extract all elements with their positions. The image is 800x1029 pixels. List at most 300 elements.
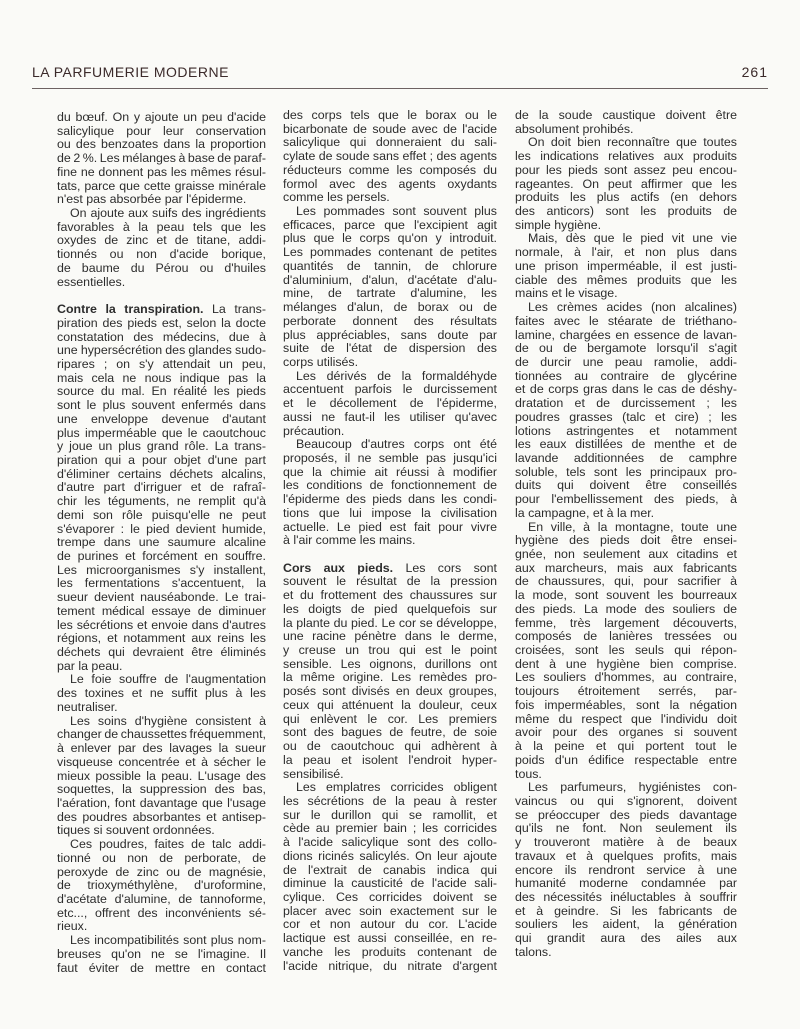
text-line [515, 534, 737, 548]
line-content [70, 714, 266, 728]
text-line [57, 509, 266, 523]
text-line [515, 809, 737, 823]
text-line [283, 726, 497, 740]
line-text: dent à une hygiène bien comprise. [515, 656, 737, 671]
text-line [515, 946, 737, 960]
line-content [515, 670, 737, 684]
line-text: n'est pas absorbée par l'épiderme. [57, 192, 247, 207]
text-line [283, 246, 497, 260]
text-line [283, 205, 497, 219]
line-content [57, 179, 266, 193]
text-line [515, 713, 737, 727]
text-line [515, 479, 737, 493]
line-text: On doit bien reconnaître que toutes [528, 135, 737, 150]
line-text: d'acétate d'alumine, de tannoforme, [57, 891, 266, 906]
text-line [515, 164, 737, 178]
line-content [515, 273, 737, 287]
line-text: les eaux distillées de menthe et de [515, 437, 737, 452]
line-text: la même origine. Les remèdes pro- [283, 670, 497, 685]
paragraph [57, 111, 266, 207]
text-line [57, 495, 266, 509]
line-content [515, 533, 737, 547]
line-text: tats, parce que cette graisse minérale [57, 178, 266, 193]
line-content [283, 245, 497, 259]
line-text: les fermentations s'accentuent, la [57, 576, 266, 591]
line-text: par la peau. [57, 658, 123, 673]
line-text: l'acide nitrique, du nitrate d'argent [283, 958, 497, 973]
line-text: Les cors sont [405, 560, 497, 575]
line-text: lactique est aussi conseillée, en re- [283, 931, 497, 946]
column-1 [57, 111, 266, 975]
text-line [283, 493, 497, 507]
line-content [57, 439, 266, 453]
paragraph [283, 370, 497, 439]
line-content [283, 492, 497, 506]
line-text: pour l'embellissement des pieds, à [515, 492, 737, 507]
text-line [57, 413, 266, 427]
text-line [515, 246, 737, 260]
line-content [57, 823, 215, 837]
text-line [515, 301, 737, 315]
text-line [57, 440, 266, 454]
section-paragraph [283, 562, 497, 782]
line-text: et de corps gras dans le cas de déshy- [515, 382, 737, 397]
line-text: les indications relatives aux produits [515, 149, 737, 164]
line-content [515, 341, 737, 355]
line-content [57, 357, 266, 371]
line-text: mais cela ne nous indique pas la [57, 370, 266, 385]
line-content [515, 245, 737, 259]
text-line [283, 822, 497, 836]
line-content [57, 961, 266, 975]
text-line [515, 232, 737, 246]
text-line [283, 287, 497, 301]
line-text: d'aluminium, d'alun, d'acétate d'alu- [283, 272, 497, 287]
line-content [283, 712, 497, 726]
text-line [283, 836, 497, 850]
line-text: des corps tels que le borax ou le [283, 108, 497, 122]
line-content [515, 904, 737, 918]
line-content [57, 769, 266, 783]
text-line [57, 468, 266, 482]
line-content [57, 618, 266, 632]
line-text: En ville, à la montagne, toute une [528, 519, 737, 534]
line-text: tions que lui impose la civilisation [283, 505, 497, 520]
line-text: tionnées au contraire de glycérine [515, 368, 737, 383]
line-text: ou de caoutchouc qui adhèrent à [283, 739, 497, 754]
line-content [283, 670, 497, 684]
line-content [515, 629, 737, 643]
line-content [515, 328, 737, 342]
line-content [57, 782, 266, 796]
line-content [57, 371, 266, 385]
line-content [70, 837, 266, 851]
line-content [296, 369, 497, 383]
line-content [57, 467, 266, 481]
line-text: une hypersécrétion des glandes sudo- [57, 343, 266, 358]
line-content [515, 218, 601, 232]
column-2 [283, 109, 497, 973]
column-3 [515, 109, 737, 960]
line-text: l'aération, font davantage que l'usage [57, 795, 266, 810]
line-text: gnée, non seulement aux citadins et [515, 547, 737, 561]
line-text: ripares ; on s'y attendait un peu, [57, 356, 266, 371]
line-text: encore ils rendront service à une [515, 862, 737, 877]
line-text: les sécrétions de la peau à rester [283, 793, 497, 808]
line-content [57, 755, 266, 769]
text-line [57, 221, 266, 235]
line-text: mine, de tartrate d'alumine, les [283, 286, 497, 301]
text-line [515, 178, 737, 192]
line-text: piration des pieds est, selon la docte [57, 315, 266, 330]
line-content [515, 725, 737, 739]
line-content [283, 945, 497, 959]
text-line [57, 111, 266, 125]
line-text: humanité moderne condamnée par [515, 876, 737, 891]
line-content [57, 865, 266, 879]
line-text: les conditions de fonctionnement de [283, 478, 497, 493]
line-content [283, 753, 497, 767]
line-text: Les emplatres corricides obligent [296, 780, 497, 795]
line-content [283, 684, 497, 698]
line-content [283, 465, 497, 479]
paragraph [283, 109, 497, 205]
text-line [515, 452, 737, 466]
line-content [283, 616, 497, 630]
paragraph [515, 136, 737, 232]
text-line [57, 728, 266, 742]
line-text: précaution. [283, 423, 345, 438]
line-text: qui enlèvent le cor. Les premiers [283, 711, 497, 726]
line-content [515, 890, 737, 904]
page-number: 261 [741, 64, 768, 80]
text-line [57, 138, 266, 152]
text-line [283, 534, 497, 548]
line-text: à l'acide salicylique sont des collo- [283, 835, 497, 850]
line-content [528, 135, 737, 149]
line-text: la mode, sont souvent les bourreaux [515, 588, 737, 603]
text-line [515, 891, 737, 905]
text-line [515, 918, 737, 932]
line-text: cède au premier bain ; les corricides [283, 821, 497, 836]
text-line [57, 838, 266, 852]
line-content [283, 739, 497, 753]
line-content [515, 286, 618, 300]
section-paragraph [57, 303, 266, 673]
line-content [296, 780, 497, 794]
line-content [283, 602, 497, 616]
text-line [515, 685, 737, 699]
line-content [57, 563, 266, 577]
text-line [515, 521, 737, 535]
text-line [515, 191, 737, 205]
text-line [515, 356, 737, 370]
line-text: suite de l'état de dispersion des [283, 341, 497, 356]
line-text: proposés, il ne semble pas jusqu'ici [283, 450, 497, 465]
line-text: Les dérivés de la formaldéhyde [296, 368, 497, 383]
text-line [57, 180, 266, 194]
text-line [283, 370, 497, 384]
line-text: et le décollement de l'épiderme, [283, 396, 497, 411]
text-line [515, 150, 737, 164]
text-line [283, 507, 497, 521]
line-text: y joue un plus grand rôle. La trans- [57, 439, 266, 454]
text-line [283, 136, 497, 150]
line-content [515, 547, 737, 561]
line-content [57, 549, 266, 563]
text-line [515, 287, 737, 301]
line-text: fois imperméables, sont la négation [515, 697, 737, 712]
text-line [515, 260, 737, 274]
line-content [515, 835, 737, 849]
line-text: à enlever par des lavages la sueur [57, 741, 266, 756]
line-text: talons. [515, 944, 552, 959]
line-text: cylique. Ces corricides doivent se [283, 889, 497, 904]
line-content [283, 835, 497, 849]
line-text: y trouveront matière à de beaux [515, 835, 737, 850]
line-content [515, 314, 737, 328]
text-line [283, 109, 497, 123]
line-text: source du mal. En réalité les pieds [57, 384, 266, 399]
line-content [57, 233, 266, 247]
text-line [515, 726, 737, 740]
line-content [515, 574, 737, 588]
line-text: Ces poudres, faites de talc addi- [70, 837, 266, 852]
text-line [283, 630, 497, 644]
line-text: croisées, sont les seuls qui répon- [515, 643, 737, 658]
text-line [57, 701, 266, 715]
line-text: corps utilisés. [283, 354, 359, 369]
line-content [515, 437, 737, 451]
line-content [57, 247, 266, 261]
text-line [57, 948, 266, 962]
line-text: une racine pénètre dans le derme, [283, 629, 497, 644]
line-text: tous. [515, 766, 542, 781]
line-text: plus imperméable que le caoutchouc [57, 425, 266, 440]
text-line [57, 605, 266, 619]
line-text: des nécessités inéluctables à souffrir [515, 889, 737, 904]
text-line [515, 383, 737, 397]
text-line [283, 521, 497, 535]
line-content [283, 135, 497, 149]
line-content [57, 535, 266, 549]
text-line [57, 344, 266, 358]
line-content [283, 355, 358, 369]
text-line [515, 315, 737, 329]
paragraph [57, 838, 266, 934]
line-text: tiques si souvent ordonnées. [57, 823, 215, 838]
line-text: aux marcheurs, mais aux fabricants [515, 560, 737, 575]
text-line [515, 548, 737, 562]
text-line [57, 866, 266, 880]
text-line [283, 603, 497, 617]
line-content [57, 947, 266, 961]
line-content [515, 712, 737, 726]
line-content [515, 355, 737, 369]
line-text: une prison imperméable, il est justi- [515, 258, 737, 273]
line-content [70, 672, 266, 686]
line-content [283, 794, 497, 808]
line-content [515, 369, 737, 383]
line-content [57, 727, 266, 741]
line-text: du bœuf. On y ajoute un peu d'acide [57, 110, 266, 124]
text-line [283, 397, 497, 411]
line-text: à la peine et qui portent tout le [515, 739, 737, 754]
line-content [57, 796, 266, 810]
line-content [515, 931, 737, 945]
text-line [515, 630, 737, 644]
line-text: lamine, chargées en essence de lavan- [515, 327, 737, 342]
line-content [283, 424, 344, 438]
text-line [283, 178, 497, 192]
line-content [515, 396, 737, 410]
line-content [515, 794, 737, 808]
line-text: mains et le visage. [515, 286, 618, 301]
line-content [57, 137, 266, 151]
text-line [283, 671, 497, 685]
line-content [283, 725, 497, 739]
line-text: La trans- [212, 302, 266, 317]
text-line [283, 562, 497, 576]
text-line [283, 918, 497, 932]
line-content [57, 316, 266, 330]
line-content [515, 424, 737, 438]
text-line [283, 479, 497, 493]
line-text: régions, et notamment aux reins les [57, 631, 266, 646]
line-content [57, 810, 266, 824]
text-line [57, 893, 266, 907]
line-content [283, 259, 497, 273]
line-content [283, 108, 497, 122]
line-text: s'évaporer : le pied devient humide, [57, 521, 266, 536]
line-text: de trioxyméthylène, d'uroformine, [57, 878, 266, 893]
paragraph [515, 232, 737, 301]
line-text: avoir pour des organes si souvent [515, 725, 737, 740]
text-line [283, 219, 497, 233]
text-line [57, 770, 266, 784]
text-line [57, 303, 266, 317]
line-text: peroxyde de zinc ou de magnésie, [57, 864, 266, 879]
line-content [57, 878, 266, 892]
text-line [515, 850, 737, 864]
text-line [57, 811, 266, 825]
line-content [283, 574, 497, 588]
line-content [283, 286, 497, 300]
line-text: chir les téguments, ne remplit qu'à [57, 494, 266, 509]
line-text: lotions astringentes et notamment [515, 423, 737, 438]
text-line [283, 891, 497, 905]
line-text: accentuent parfois le durcissement [283, 382, 497, 397]
line-content [283, 506, 497, 520]
text-line [283, 452, 497, 466]
header-rule [32, 88, 768, 89]
line-text: des anticors) sont les produits de [515, 204, 737, 219]
text-line [57, 536, 266, 550]
line-text: et à geindre. Si les fabricants de [515, 903, 737, 918]
line-text: même du respect que l'individu doit [515, 711, 737, 726]
text-line [283, 383, 497, 397]
line-content [515, 177, 737, 191]
line-content [515, 917, 737, 931]
line-text: sont des bagues de feutre, de soie [283, 725, 497, 740]
text-line [57, 591, 266, 605]
text-line [283, 864, 497, 878]
line-content [57, 631, 266, 645]
text-line [57, 481, 266, 495]
line-content [283, 122, 497, 136]
line-content [283, 533, 416, 547]
line-text: sont le plus souvent enfermés dans [57, 398, 266, 413]
text-line [283, 425, 497, 439]
line-content [283, 520, 497, 534]
line-content [283, 561, 497, 575]
text-line [57, 193, 266, 207]
line-text: salicylique qui donneraient du sali- [283, 135, 497, 150]
line-content [57, 700, 118, 714]
line-text: cor et non autour du cor. L'acide [283, 917, 497, 932]
line-content [283, 163, 497, 177]
paragraph [57, 207, 266, 289]
text-line [515, 466, 737, 480]
line-content [283, 341, 497, 355]
text-line [283, 260, 497, 274]
line-content [283, 149, 497, 163]
line-text: de chaussures, qui, pour sacrifier à [515, 574, 737, 589]
text-line [57, 125, 266, 139]
text-line [283, 356, 497, 370]
line-text: la peau et isolent l'endroit hyper- [283, 752, 497, 767]
line-content [57, 686, 266, 700]
line-content [283, 478, 497, 492]
text-line [283, 905, 497, 919]
line-content [283, 863, 497, 877]
line-content [57, 110, 266, 124]
line-content [57, 919, 87, 933]
line-content [515, 561, 737, 575]
line-text: de baume du Pérou ou d'huiles [57, 260, 266, 275]
line-content [515, 492, 737, 506]
line-content [283, 657, 497, 671]
text-line [57, 399, 266, 413]
line-text: posés sont divisés en deux groupes, [283, 684, 497, 699]
line-content [57, 508, 266, 522]
line-text: toujours étroitement serrés, par- [515, 684, 737, 699]
text-line [283, 699, 497, 713]
text-line [57, 523, 266, 537]
text-line [515, 493, 737, 507]
line-text: les sécrétions et envoie dans d'autres [57, 617, 266, 632]
line-text: simple hygiène. [515, 217, 602, 232]
text-line [283, 754, 497, 768]
text-line [57, 660, 266, 674]
line-text: tionnés ou non d'acide borique, [57, 247, 266, 262]
line-text: des toxines et ne suffit plus à les [57, 686, 266, 701]
line-text: constatation des médecins, due à [57, 329, 266, 344]
line-text: sensible. Les oignons, durillons ont [283, 656, 497, 671]
line-content [515, 108, 737, 122]
line-content [70, 933, 266, 947]
text-line [57, 797, 266, 811]
line-content [57, 453, 266, 467]
text-line [515, 768, 737, 782]
text-line [515, 205, 737, 219]
text-line [283, 191, 497, 205]
line-content [296, 437, 497, 451]
line-content [283, 890, 497, 904]
text-line [283, 617, 497, 631]
line-content [515, 849, 737, 863]
text-line [515, 864, 737, 878]
